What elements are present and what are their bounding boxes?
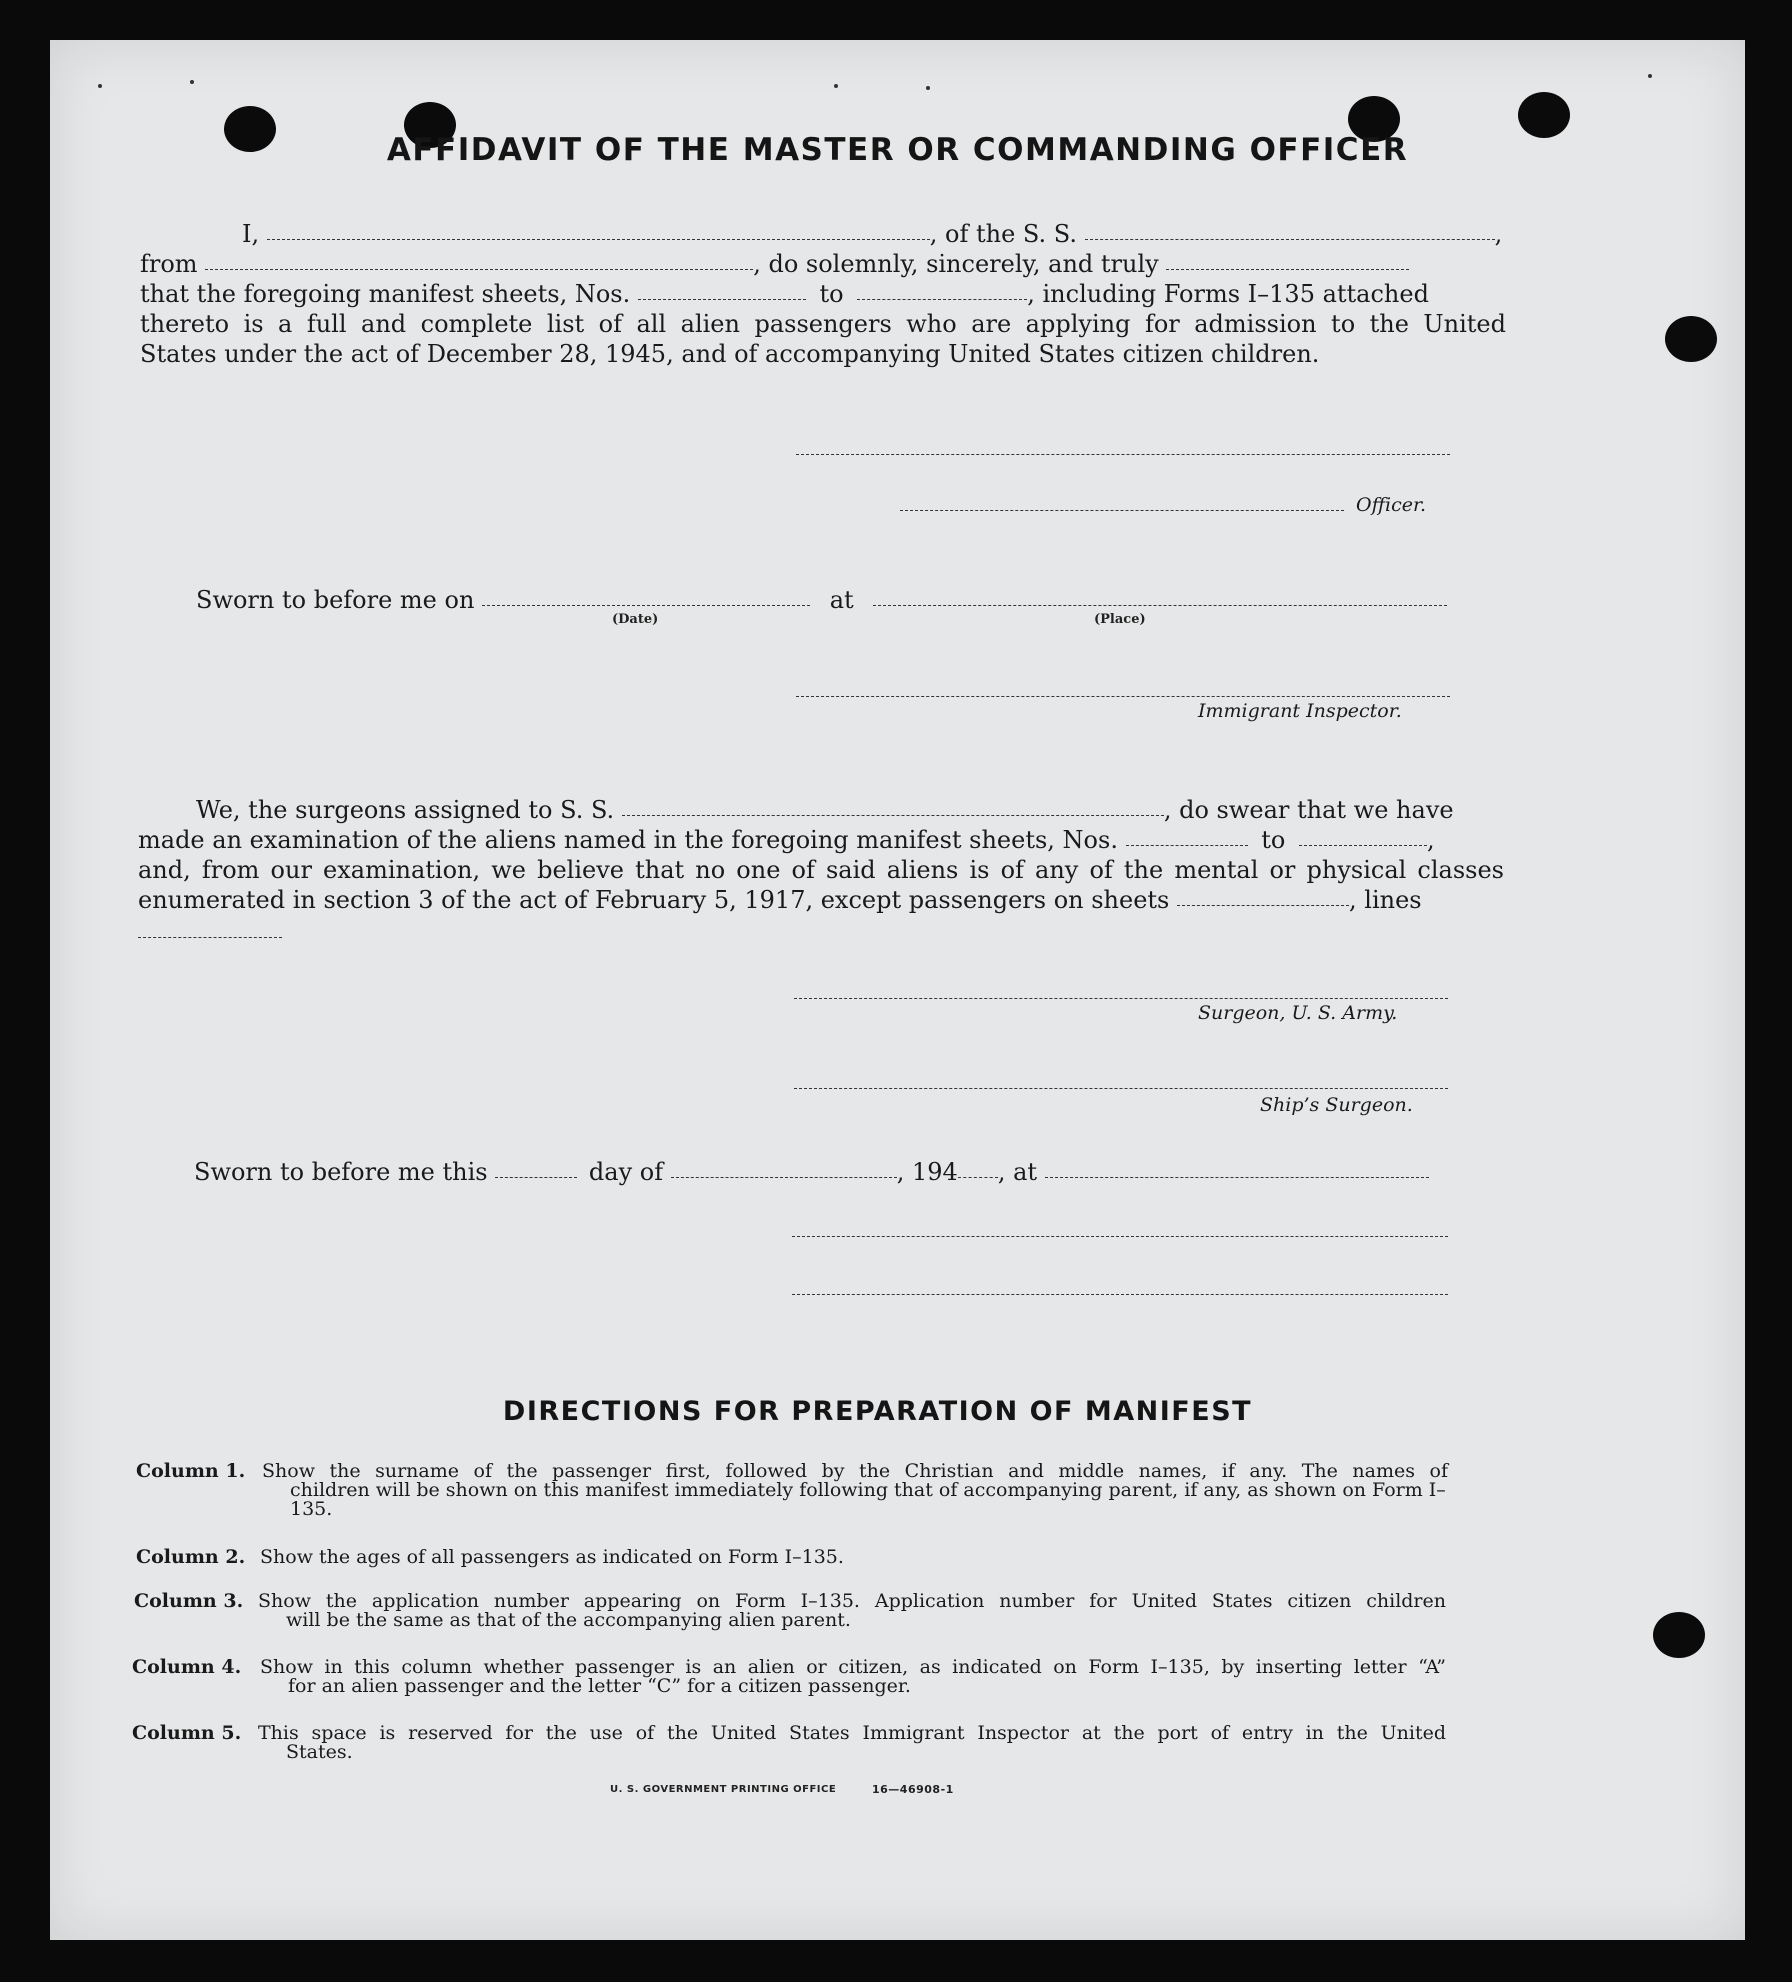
form-code: 16—46908-1 [872, 1783, 954, 1796]
army-surgeon-caption: Surgeon, U. S. Army. [1198, 1002, 1398, 1024]
sworn-place-blank[interactable] [873, 604, 1447, 606]
speck [1648, 74, 1652, 78]
speck [834, 84, 838, 88]
directions-heading: DIRECTIONS FOR PREPARATION OF MANIFEST [502, 1396, 1253, 1427]
form-page [50, 40, 1745, 1940]
printer-imprint: U. S. GOVERNMENT PRINTING OFFICE [610, 1784, 837, 1795]
column-1-label: Column 1. [136, 1460, 246, 1482]
affidavit-line-1: I, , of the S. S. , [242, 220, 1503, 248]
sworn-signature-line-2[interactable] [792, 1294, 1448, 1295]
inspector-caption: Immigrant Inspector. [1198, 700, 1402, 722]
column-4-text: Show in this column whether passenger is an alien or citizen, as indicated on Form I–135, by inserting letter “A” for an alien passenger and the letter “C” for a citizen passenger. [260, 1656, 1446, 1697]
affidavit-line-5: States under the act of December 28, 1945, and of accompanying United States citizen children. [140, 340, 1320, 368]
affidavit-line-4: thereto is a full and complete list of all alien passengers who are applying for admission to the United [140, 310, 1506, 338]
punch-hole [1653, 1612, 1705, 1658]
affidavit-heading: AFFIDAVIT OF THE MASTER OR COMMANDING OFFICER [386, 132, 1409, 168]
month-blank[interactable] [671, 1176, 897, 1178]
sworn-at-blank[interactable] [1045, 1176, 1429, 1178]
column-3-text: Show the application number appearing on Form I–135. Application number for United States citizen children will be the same as that of the accompanying alien parent. [258, 1590, 1446, 1631]
officer-signature-line[interactable] [796, 454, 1450, 455]
column-5-text: This space is reserved for the use of the United States Immigrant Inspector at the port of entry in the United States. [258, 1722, 1446, 1763]
affidavit-line-2: from , do solemnly, sincerely, and truly [140, 250, 1506, 278]
surgeons-line-1: We, the surgeons assigned to S. S. , do swear that we have [196, 796, 1454, 824]
column-1-text: Show the surname of the passenger first, followed by the Christian and middle names, if any. The names of children will be shown on this manifest immediately following that of accompanying parent, if any, as shown on Form I–135. [262, 1460, 1448, 1520]
sheets-to-blank[interactable] [857, 298, 1027, 300]
year-blank[interactable] [958, 1176, 998, 1178]
name-blank[interactable] [267, 238, 930, 240]
oath-blank[interactable] [1166, 268, 1409, 270]
inspector-signature-line[interactable] [796, 696, 1450, 697]
column-2-label: Column 2. [136, 1546, 246, 1568]
punch-hole [1665, 316, 1717, 362]
sworn-day-line: Sworn to before me this day of , 194 , at [194, 1158, 1429, 1186]
affidavit-line-3: that the foregoing manifest sheets, Nos. to , including Forms I–135 attached [140, 280, 1429, 308]
sworn-signature-line-1[interactable] [792, 1236, 1448, 1237]
column-3-label: Column 3. [134, 1590, 244, 1612]
column-2-text: Show the ages of all passengers as indicated on Form I–135. [260, 1546, 844, 1568]
place-caption: (Place) [1094, 612, 1146, 627]
from-blank[interactable] [205, 268, 753, 270]
ship-surgeon-caption: Ship’s Surgeon. [1260, 1094, 1413, 1116]
surgeon-sheets-to-blank[interactable] [1299, 844, 1427, 846]
speck [926, 86, 930, 90]
column-4-label: Column 4. [132, 1656, 242, 1678]
date-caption: (Date) [612, 612, 659, 627]
army-surgeon-signature-line[interactable] [794, 998, 1448, 999]
officer-name-line[interactable] [900, 510, 1344, 511]
surgeons-line-2: made an examination of the aliens named in the foregoing manifest sheets, Nos. to , [138, 826, 1435, 854]
day-blank[interactable] [495, 1176, 577, 1178]
surgeons-line-3: and, from our examination, we believe that no one of said aliens is of any of the mental or physical classes [138, 856, 1504, 884]
column-5-label: Column 5. [132, 1722, 242, 1744]
speck [98, 84, 102, 88]
speck [190, 80, 194, 84]
except-sheets-blank[interactable] [1177, 904, 1349, 906]
ship-surgeon-signature-line[interactable] [794, 1088, 1448, 1089]
surgeons-line-4: enumerated in section 3 of the act of February 5, 1917, except passengers on sheets , lines [138, 886, 1422, 914]
surgeon-vessel-blank[interactable] [622, 814, 1164, 816]
sheets-from-blank[interactable] [638, 298, 806, 300]
vessel-blank[interactable] [1085, 238, 1495, 240]
surgeon-sheets-from-blank[interactable] [1126, 844, 1248, 846]
sworn-date-blank[interactable] [482, 604, 810, 606]
lines-blank[interactable] [138, 937, 282, 938]
officer-caption: Officer. [1356, 494, 1427, 516]
sworn-date-place-line: Sworn to before me on at [196, 586, 1447, 614]
